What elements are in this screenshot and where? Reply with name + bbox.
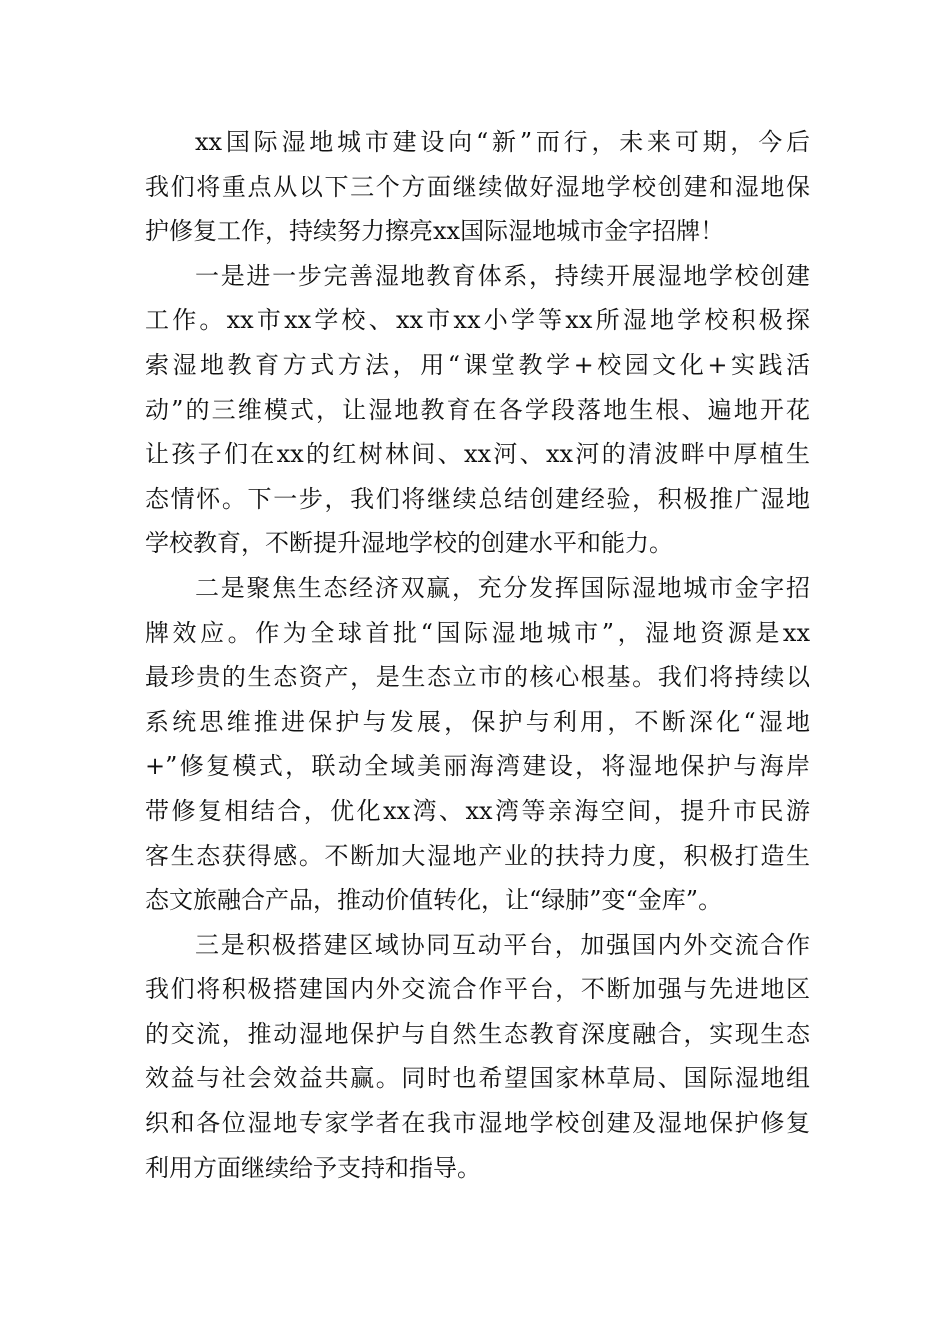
- text-line: 工作。xx市xx学校、xx市xx小学等xx所湿地学校积极探: [145, 306, 810, 335]
- text-line: 我们将积极搭建国内外交流合作平台，不断加强与先进地区: [145, 975, 810, 1004]
- text-line: 学校教育，不断提升湿地学校的创建水平和能力。: [145, 529, 673, 558]
- text-line: 系统思维推进保护与发展，保护与利用，不断深化“湿地: [145, 707, 810, 736]
- paragraph-point-two: [145, 566, 810, 923]
- text-line: 态文旅融合产品，推动价值转化，让“绿肺”变“金库”。: [145, 886, 723, 915]
- text-line: 的交流，推动湿地保护与自然生态教育深度融合，实现生态: [145, 1019, 810, 1048]
- text-line: 带修复相结合，优化xx湾、xx湾等亲海空间，提升市民游: [145, 796, 810, 825]
- text-line: +”修复模式，联动全域美丽海湾建设，将湿地保护与海岸: [145, 752, 810, 781]
- text-line: 我们将重点从以下三个方面继续做好湿地学校创建和湿地保: [145, 172, 810, 201]
- text-line: 三是积极搭建区域协同互动平台，加强国内外交流合作: [195, 930, 810, 959]
- text-line: 护修复工作，持续努力擦亮xx国际湿地城市金字招牌！: [145, 217, 725, 246]
- text-line: 最珍贵的生态资产，是生态立市的核心根基。我们将持续以: [145, 663, 810, 692]
- text-line: 让孩子们在xx的红树林间、xx河、xx河的清波畔中厚植生: [145, 440, 810, 469]
- text-line: xx国际湿地城市建设向“新”而行，未来可期，今后: [195, 128, 810, 156]
- text-line: 客生态获得感。不断加大湿地产业的扶持力度，积极打造生: [145, 841, 810, 870]
- text-line: 效益与社会效益共赢。同时也希望国家林草局、国际湿地组: [145, 1064, 810, 1093]
- text-line: 二是聚焦生态经济双赢，充分发挥国际湿地城市金字招: [195, 573, 810, 602]
- text-line: 动”的三维模式，让湿地教育在各学段落地生根、遍地开花: [145, 395, 810, 424]
- text-line: 一是进一步完善湿地教育体系，持续开展湿地学校创建: [195, 261, 810, 290]
- paragraph-point-three: [145, 923, 810, 1191]
- document-body: [145, 120, 810, 1190]
- paragraph-intro: [145, 120, 810, 254]
- text-line: 态情怀。下一步，我们将继续总结创建经验，积极推广湿地: [145, 484, 810, 513]
- text-line: 利用方面继续给予支持和指导。: [145, 1153, 481, 1182]
- text-line: 牌效应。作为全球首批“国际湿地城市”，湿地资源是xx: [145, 618, 810, 647]
- text-line: 织和各位湿地专家学者在我市湿地学校创建及湿地保护修复: [145, 1109, 810, 1138]
- text-line: 索湿地教育方式方法，用“课堂教学+校园文化+实践活: [145, 350, 810, 379]
- paragraph-point-one: [145, 254, 810, 566]
